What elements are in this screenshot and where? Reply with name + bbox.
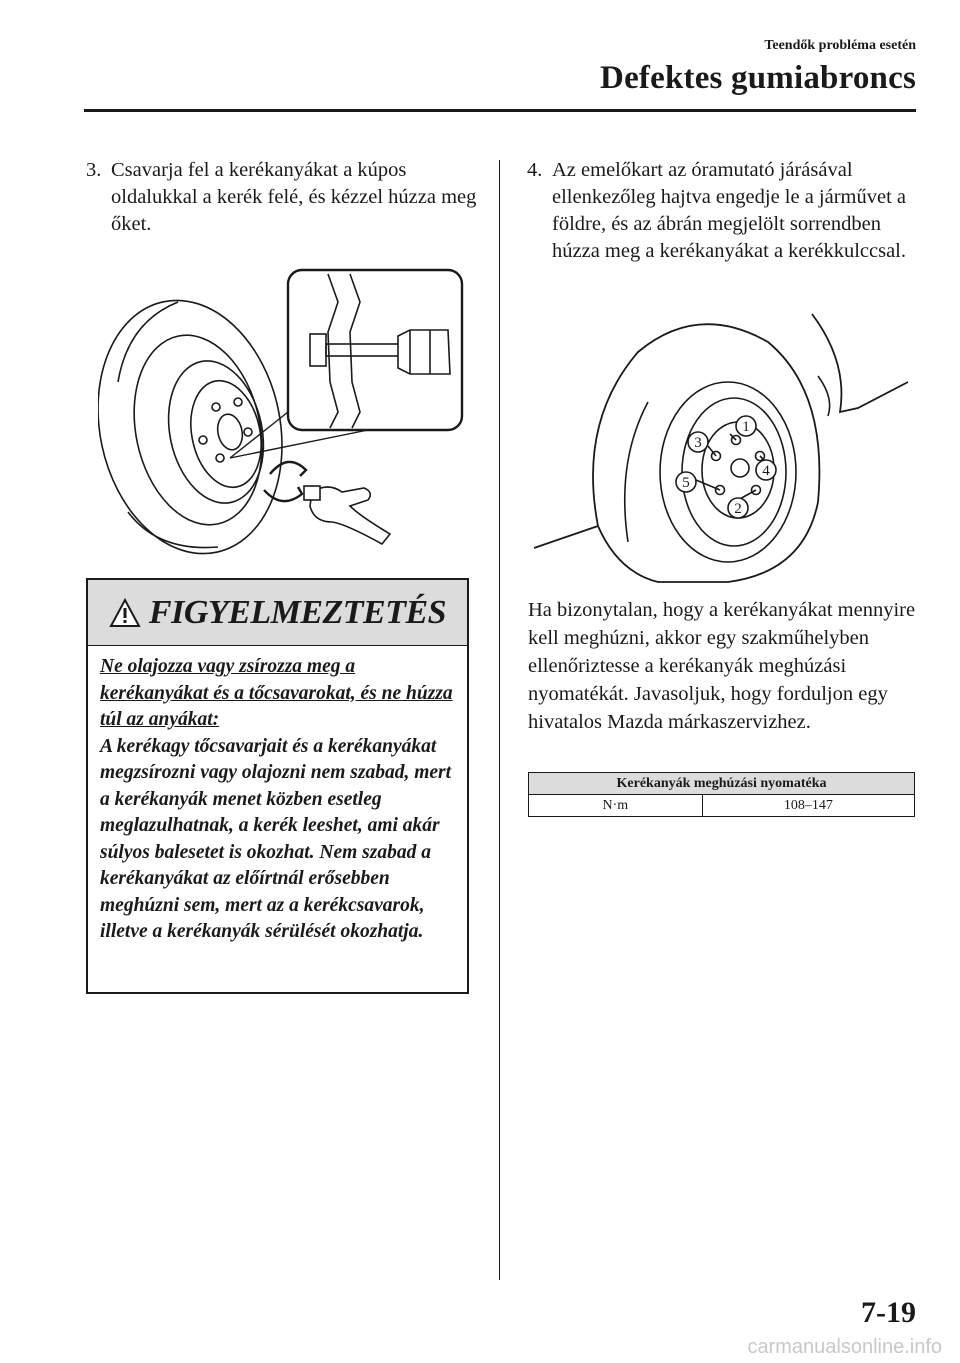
tyre-outline <box>98 283 305 560</box>
warning-body <box>88 646 467 946</box>
ground-line <box>534 526 598 548</box>
step-4 <box>527 157 923 265</box>
header-rule <box>84 109 916 112</box>
step-3-text: Csavarja fel a kerékanyákat a kúpos oldalukkal a kerék felé, és kézzel húzza meg őket. <box>111 159 477 235</box>
warning-header <box>88 580 467 646</box>
hub <box>731 459 749 477</box>
tyre-inner <box>117 323 278 537</box>
page-number: 7-19 <box>861 1296 916 1329</box>
torque-table <box>528 772 915 817</box>
torque-value-cell: 108–147 <box>702 795 914 817</box>
fender-outline <box>812 314 908 412</box>
page-title: Defektes gumiabroncs <box>600 60 916 96</box>
torque-table-header: Kerékanyák meghúzási nyomatéka <box>529 773 915 795</box>
info-paragraph: Ha bizonytalan, hogy a kerékanyákat mennyire kell meghúzni, akkor egy szakműhelyben ellenőriztesse a kerékanyák meghúzási nyomatékát. Javasoljuk, hogy forduljon egy hivatalos Mazda márkaszervizhez. <box>528 599 916 733</box>
order-label-1: 1 <box>742 419 750 435</box>
warning-triangle-icon <box>109 598 141 628</box>
order-label-5: 5 <box>682 475 690 491</box>
order-label-3: 3 <box>694 435 702 451</box>
step-4-text: Az emelőkart az óramutató járásával ellenkezőleg hajtva engedje le a járművet a földre, és az ábrán megjelölt sorrendben húzza meg a kerékanyákat a kerékkulccsal. <box>552 159 907 262</box>
watermark: carmanualsonline.info <box>747 1336 942 1358</box>
warning-title: FIGYELMEZTETÉS <box>148 593 447 631</box>
lug-nut-installation-figure <box>98 262 470 560</box>
rim <box>156 352 276 512</box>
tightening-order-figure <box>528 312 920 602</box>
hand-illustration <box>310 487 390 544</box>
tyre-outline <box>593 324 819 582</box>
warning-text: A kerékagy tőcsavarjait és a kerékanyákat megzsírozni vagy olajozni nem szabad, mert a kerékanyák menet közben esetleg meglazulhatnak, a kerék leeshet, ami akár súlyos balesetet is okozhat. Nem szabad a kerékanyákat az előírtnál erősebben meghúzni sem, mert az a kerékcsavarok, illetve a kerékanyák sérülését okozhatja. <box>100 735 452 942</box>
column-divider <box>499 160 500 1280</box>
torque-unit-cell: N·m <box>529 795 703 817</box>
step-4-number: 4. <box>527 159 543 181</box>
hub <box>215 412 246 452</box>
warning-lead: Ne olajozza vagy zsírozza meg a kerékanyákat és a tőcsavarokat, és ne húzza túl az anyákat: <box>100 656 453 730</box>
step-3 <box>86 157 482 238</box>
section-label: Teendők probléma esetén <box>764 38 916 53</box>
order-label-4: 4 <box>762 463 770 479</box>
warning-box <box>86 578 469 994</box>
step-3-number: 3. <box>86 159 102 181</box>
order-label-2: 2 <box>734 501 742 517</box>
rotation-arrow-icon <box>270 462 306 476</box>
